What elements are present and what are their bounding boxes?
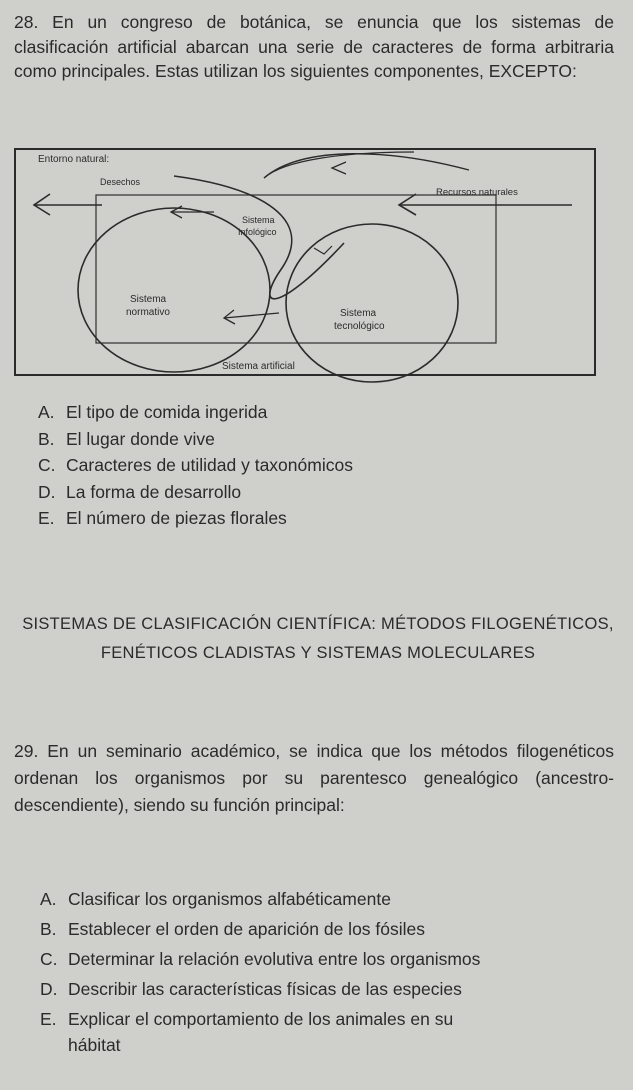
top-flow-arc — [264, 154, 469, 178]
q29-option-c-text: Determinar la relación evolutiva entre los organismos — [68, 949, 481, 969]
q29-option-e-continuation: hábitat — [68, 1035, 121, 1055]
question-28-text: 28. En un congreso de botánica, se enuncia que los sistemas de clasificación artificial abarcan una serie de caracteres de forma arbitraria como principales. Estas utilizan los siguientes componentes, EXCEPTO: — [14, 12, 614, 81]
waste-arrow — [34, 194, 102, 215]
technological-ellipse — [286, 224, 458, 382]
label-entorno: Entorno natural: — [38, 154, 110, 165]
label-sistema-artificial: Sistema artificial — [222, 361, 295, 372]
label-recursos: Recursos naturales — [436, 187, 518, 198]
q29-option-b-text: Establecer el orden de aparición de los fósiles — [68, 919, 426, 939]
label-sistema-tecnologico-2: tecnológico — [334, 321, 385, 332]
q28-option-d-text: La forma de desarrollo — [66, 481, 242, 502]
label-sistema-normativo-2: normativo — [126, 307, 170, 318]
flow-arrow-center — [224, 310, 279, 324]
q29-option-d-text: Describir las características físicas de las especies — [68, 979, 462, 999]
q29-option-b[interactable]: B. Establecer el orden de aparición de los fósiles — [40, 919, 426, 939]
label-sistema-tecnologico-1: Sistema — [340, 308, 377, 319]
q28-option-b[interactable]: B. El lugar donde vive — [38, 428, 215, 449]
label-sistema-normativo-1: Sistema — [130, 294, 167, 305]
q29-option-c[interactable]: C. Determinar la relación evolutiva entre los organismos — [40, 949, 481, 969]
q28-option-e[interactable]: E. El número de piezas florales — [38, 508, 287, 528]
label-desechos: Desechos — [100, 177, 141, 187]
flow-arrow-right — [314, 246, 332, 254]
q28-option-a-text: El tipo de comida ingerida — [66, 402, 268, 422]
flow-arrow-top — [332, 162, 346, 174]
q28-option-c-text: Caracteres de utilidad y taxonómicos — [66, 455, 353, 475]
q28-option-e-text: El número de piezas florales — [66, 508, 287, 528]
question-29-options — [40, 886, 620, 1062]
q29-option-a-text: Clasificar los organismos alfabéticamente — [68, 889, 391, 909]
label-sistema-infologico-2: Infológico — [238, 227, 277, 237]
q28-option-d[interactable]: D. La forma de desarrollo — [38, 481, 242, 502]
q28-option-c[interactable]: C. Caracteres de utilidad y taxonómicos — [38, 455, 353, 475]
system-diagram — [14, 148, 610, 386]
label-sistema-infologico-1: Sistema — [242, 215, 275, 225]
q29-option-a[interactable]: A. Clasificar los organismos alfabéticamente — [40, 889, 391, 909]
question-29-text: 29. En un seminario académico, se indica que los métodos filogenéticos ordenan los organismos por su parentesco genealógico (ancestro-descendiente), siendo su función principal: — [14, 741, 614, 815]
q29-option-e[interactable]: E. Explicar el comportamiento de los animales en su — [40, 1009, 454, 1029]
q28-option-a[interactable]: A. El tipo de comida ingerida — [38, 402, 268, 422]
question-28-options — [38, 399, 608, 532]
q28-option-b-text: El lugar donde vive — [66, 428, 215, 449]
diagram-inner-frame — [96, 195, 496, 343]
flow-arrow-middle — [171, 206, 214, 218]
section-heading: SISTEMAS DE CLASIFICACIÓN CIENTÍFICA: MÉTODOS FILOGENÉTICOS, FENÉTICOS CLADISTAS Y SISTEMAS MOLECULARES — [22, 615, 614, 662]
q29-option-d[interactable]: D. Describir las características físicas de las especies — [40, 979, 462, 999]
q29-option-e-text: Explicar el comportamiento de los animales en su — [68, 1009, 454, 1029]
